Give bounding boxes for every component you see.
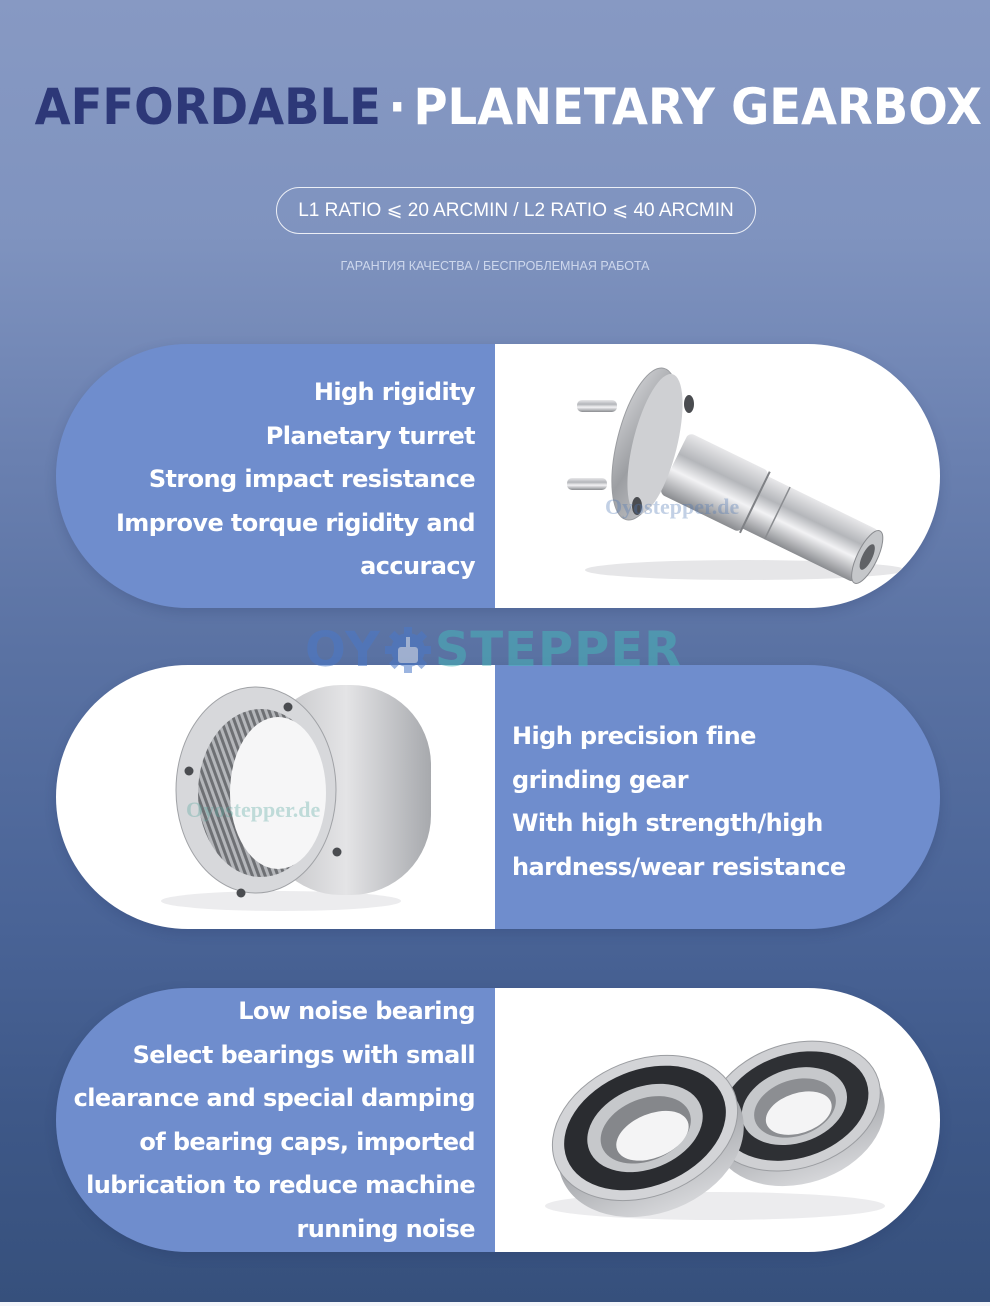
feature-line: running noise xyxy=(296,1214,475,1243)
feature-text xyxy=(116,371,475,589)
feature-line: of bearing caps, imported xyxy=(139,1127,475,1156)
ball-bearings-icon xyxy=(495,988,940,1252)
page-title xyxy=(34,78,982,136)
feature-text-panel xyxy=(495,665,940,929)
title-affordable: AFFORDABLE xyxy=(34,78,381,136)
logo-text-oy: OY xyxy=(305,622,381,678)
feature-text-panel xyxy=(56,988,495,1252)
feature-line: Low noise bearing xyxy=(238,997,475,1025)
feature-line: Select bearings with small xyxy=(132,1040,475,1069)
spec-text: L1 RATIO ⩽ 20 ARCMIN / L2 RATIO ⩽ 40 ARCMIN xyxy=(298,200,734,221)
feature-line: High rigidity xyxy=(313,378,475,406)
feature-card-precision-gear xyxy=(56,665,940,929)
feature-line: lubrication to reduce machine xyxy=(86,1171,475,1199)
feature-card-rigidity xyxy=(56,344,940,608)
feature-text xyxy=(512,715,846,889)
logo-text-stepper: STEPPER xyxy=(434,622,683,678)
feature-line: Planetary turret xyxy=(265,421,475,450)
feature-text-panel xyxy=(56,344,495,608)
title-separator: · xyxy=(388,78,407,136)
feature-line: hardness/wear resistance xyxy=(512,852,846,881)
spec-badge xyxy=(276,187,756,234)
feature-card-low-noise-bearing xyxy=(56,988,940,1252)
feature-line: High precision fine xyxy=(512,722,756,750)
subtitle: ГАРАНТИЯ КАЧЕСТВА / БЕСПРОБЛЕМНАЯ РАБОТА xyxy=(340,259,650,273)
watermark-text: Oyostepper.de xyxy=(605,494,740,519)
ring-gear-icon xyxy=(56,665,495,929)
feature-line: grinding gear xyxy=(512,765,689,794)
flange-shaft-image xyxy=(495,344,940,608)
feature-line: accuracy xyxy=(360,552,475,580)
bottom-border xyxy=(0,1302,990,1306)
feature-line: clearance and special damping xyxy=(73,1084,475,1112)
flange-shaft-icon xyxy=(495,344,940,608)
watermark-text: Oyostepper.de xyxy=(186,797,321,822)
feature-line: Strong impact resistance xyxy=(148,465,475,493)
feature-line: With high strength/high xyxy=(512,809,823,837)
title-planetary-gearbox: PLANETARY GEARBOX xyxy=(413,78,982,136)
ring-gear-image xyxy=(56,665,495,929)
feature-line: Improve torque rigidity and xyxy=(115,508,475,537)
feature-text xyxy=(74,990,475,1251)
ball-bearings-image xyxy=(495,988,940,1252)
